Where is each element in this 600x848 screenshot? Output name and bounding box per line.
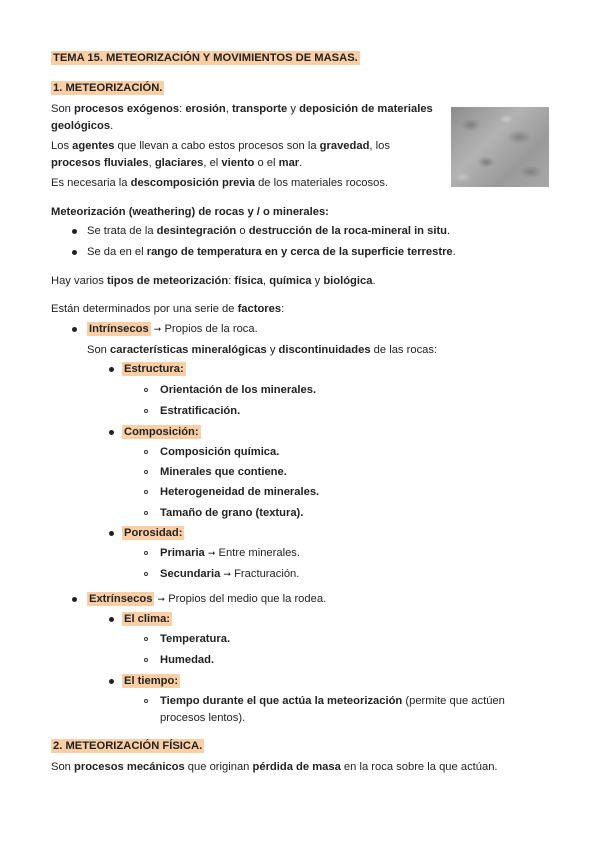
bullet-icon <box>109 679 114 684</box>
circle-bullet-icon <box>144 450 148 454</box>
bullet-icon <box>72 250 77 255</box>
circle-bullet-icon <box>144 409 148 413</box>
circle-bullet-icon <box>144 388 148 392</box>
composition-item: Heterogeneidad de minerales. <box>160 486 320 498</box>
structure-subheading: Estructura: <box>124 363 184 375</box>
porosity-item-primary: Primaria ➞ Entre minerales. <box>160 547 301 559</box>
rock-surface-photo <box>451 107 549 187</box>
section-2-heading: 2. METEORIZACIÓN FÍSICA. <box>53 740 203 752</box>
composition-item: Tamaño de grano (textura). <box>160 507 304 519</box>
definition-heading: Meteorización (weathering) de rocas y / o minerales: <box>51 206 329 218</box>
circle-bullet-icon <box>144 490 148 494</box>
composition-subheading: Composición: <box>124 426 199 438</box>
circle-bullet-icon <box>144 551 148 555</box>
porosity-subheading: Porosidad: <box>124 527 183 539</box>
climate-item: Temperatura. <box>160 633 231 645</box>
structure-item: Estratificación. <box>160 405 241 417</box>
bullet-icon <box>109 367 114 372</box>
circle-bullet-icon <box>144 470 148 474</box>
bullet-icon <box>109 531 114 536</box>
time-item-line-2: procesos lentos). <box>160 712 246 724</box>
intrinsic-description: Son características mineralógicas y discontinuidades de las rocas: <box>87 344 438 356</box>
extrinsic-factors-item: Extrínsecos ➞ Propios del medio que la rodea. <box>89 593 327 605</box>
arrow-icon: ➞ <box>223 569 231 579</box>
document-title: TEMA 15. METEORIZACIÓN Y MOVIMIENTOS DE MASAS. <box>53 52 358 64</box>
circle-bullet-icon <box>144 658 148 662</box>
structure-item: Orientación de los minerales. <box>160 384 317 396</box>
arrow-icon: ➞ <box>153 324 162 334</box>
time-subheading: El tiempo: <box>124 675 179 687</box>
physical-weathering-paragraph: Son procesos mecánicos que originan pérdida de masa en la roca sobre la que actúan. <box>51 761 498 773</box>
bullet-icon <box>109 430 114 435</box>
decomposition-paragraph: Es necesaria la descomposición previa de los materiales rocosos. <box>51 177 389 189</box>
circle-bullet-icon <box>144 637 148 641</box>
types-paragraph: Hay varios tipos de meteorización: física, química y biológica. <box>51 275 376 287</box>
circle-bullet-icon <box>144 699 148 703</box>
intro-paragraph-line-2: geológicos. <box>51 120 114 132</box>
bullet-icon <box>72 229 77 234</box>
composition-item: Minerales que contiene. <box>160 466 287 478</box>
bullet-icon <box>109 617 114 622</box>
circle-bullet-icon <box>144 572 148 576</box>
factors-paragraph: Están determinados por una serie de factores: <box>51 303 285 315</box>
bullet-icon <box>72 597 77 602</box>
agents-paragraph-line-1: Los agentes que llevan a cabo estos procesos son la gravedad, los <box>51 140 390 152</box>
bullet-icon <box>72 327 77 332</box>
climate-item: Humedad. <box>160 654 215 666</box>
definition-bullet-1: Se trata de la desintegración o destrucción de la roca-mineral in situ. <box>87 225 451 237</box>
intrinsic-factors-item: Intrínsecos ➞ Propios de la roca. <box>89 323 258 335</box>
arrow-icon: ➞ <box>157 594 166 604</box>
circle-bullet-icon <box>144 511 148 515</box>
time-item-line-1: Tiempo durante el que actúa la meteorización (permite que actúen <box>160 695 505 707</box>
composition-item: Composición química. <box>160 446 280 458</box>
intro-paragraph-line-1: Son procesos exógenos: erosión, transporte y deposición de materiales <box>51 103 433 115</box>
section-1-heading: 1. METEORIZACIÓN. <box>53 82 163 94</box>
climate-subheading: El clima: <box>124 613 171 625</box>
porosity-item-secondary: Secundaria ➞ Fracturación. <box>160 568 300 580</box>
definition-bullet-2: Se da en el rango de temperatura en y cerca de la superficie terrestre. <box>87 246 456 258</box>
agents-paragraph-line-2: procesos fluviales, glaciares, el viento o el mar. <box>51 157 303 169</box>
arrow-icon: ➞ <box>207 548 216 558</box>
